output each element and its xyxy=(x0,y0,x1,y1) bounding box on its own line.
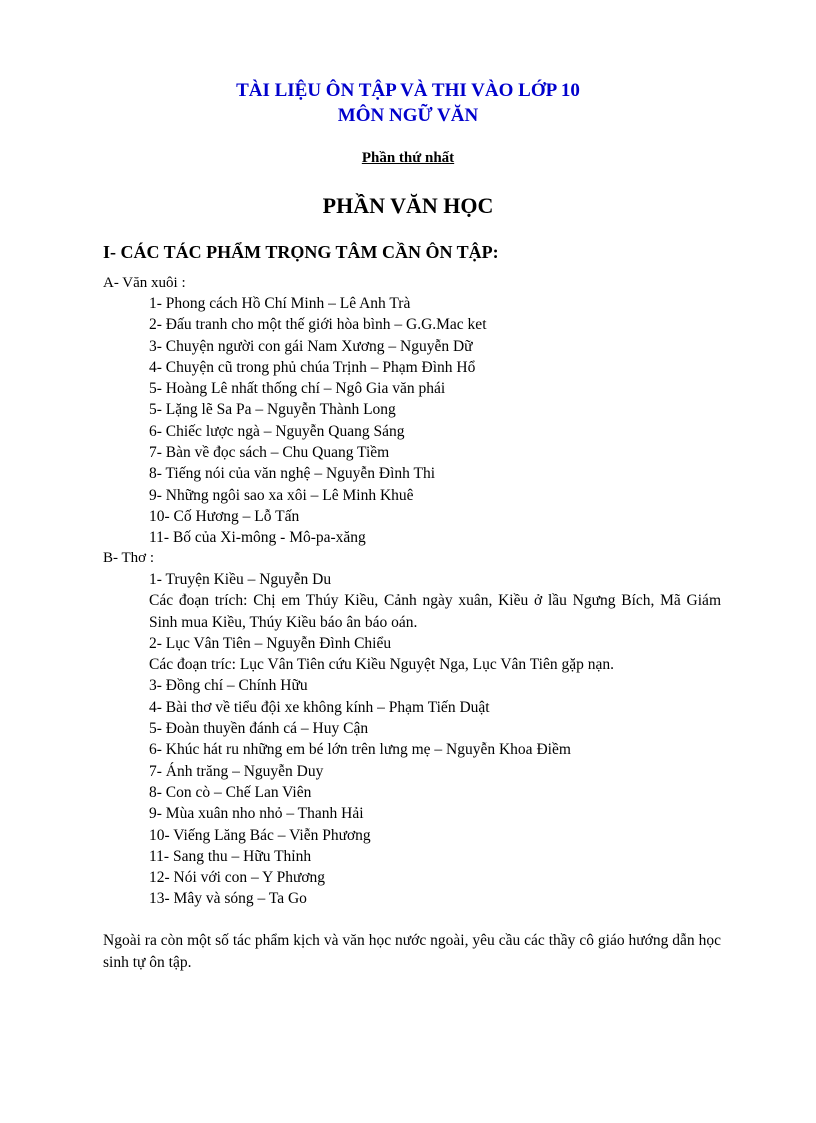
list-item: 9- Những ngôi sao xa xôi – Lê Minh Khuê xyxy=(149,486,414,504)
list-item: 4- Chuyện cũ trong phủ chúa Trịnh – Phạm Đình Hổ xyxy=(149,358,476,376)
list-item: 6- Khúc hát ru những em bé lớn trên lưng mẹ – Nguyễn Khoa Điềm xyxy=(149,741,571,759)
document-title-line1: TÀI LIỆU ÔN TẬP VÀ THI VÀO LỚP 10 xyxy=(236,80,580,101)
list-item: 1- Truyện Kiều – Nguyễn Du xyxy=(149,571,332,588)
list-item: 13- Mây và sóng – Ta Go xyxy=(149,890,307,908)
section-title: PHẦN VĂN HỌC xyxy=(322,193,494,218)
poetry-works-list xyxy=(149,569,721,910)
list-item: 4- Bài thơ về tiểu đội xe không kính – Phạm Tiến Duật xyxy=(149,698,490,716)
section-heading: I- CÁC TÁC PHẨM TRỌNG TÂM CẦN ÔN TẬP: xyxy=(103,242,499,262)
list-item: 5- Lặng lẽ Sa Pa – Nguyễn Thành Long xyxy=(149,401,396,419)
prose-works-list xyxy=(149,293,487,549)
list-item: 1- Phong cách Hồ Chí Minh – Lê Anh Trà xyxy=(149,295,411,312)
list-item: 9- Mùa xuân nho nhỏ – Thanh Hải xyxy=(149,805,364,823)
excerpt-note: Các đoạn trích: Chị em Thúy Kiều, Cảnh ngày xuân, Kiều ở lầu Ngưng Bích, Mã Giám Sinh mua Kiều, Thúy Kiều báo ân báo oán. xyxy=(149,592,721,631)
list-item: 5- Hoàng Lê nhất thống chí – Ngô Gia văn phái xyxy=(149,380,446,398)
list-item: 8- Tiếng nói của văn nghệ – Nguyễn Đình Thi xyxy=(149,465,436,483)
list-item: 5- Đoàn thuyền đánh cá – Huy Cận xyxy=(149,720,369,738)
closing-paragraph: Ngoài ra còn một số tác phẩm kịch và văn học nước ngoài, yêu cầu các thầy cô giáo hướng dẫn học sinh tự ôn tập. xyxy=(103,932,721,971)
excerpt-note: Các đoạn tríc: Lục Vân Tiên cứu Kiều Nguyệt Nga, Lục Vân Tiên gặp nạn. xyxy=(149,656,614,674)
list-item: 6- Chiếc lược ngà – Nguyễn Quang Sáng xyxy=(149,422,405,440)
list-item: 10- Viếng Lăng Bác – Viễn Phương xyxy=(149,826,371,844)
document-title-line2: MÔN NGỮ VĂN xyxy=(337,105,479,126)
list-item: 8- Con cò – Chế Lan Viên xyxy=(149,783,312,801)
list-item: 11- Sang thu – Hữu Thỉnh xyxy=(149,847,312,865)
poetry-group-label: B- Thơ : xyxy=(103,550,154,566)
list-item: 3- Đồng chí – Chính Hữu xyxy=(149,677,308,695)
list-item: 2- Đấu tranh cho một thế giới hòa bình – G.G.Mac ket xyxy=(149,316,487,334)
prose-group-label: A- Văn xuôi : xyxy=(103,275,186,291)
list-item: 7- Ánh trăng – Nguyễn Duy xyxy=(149,762,324,780)
list-item: 3- Chuyện người con gái Nam Xương – Nguyễn Dữ xyxy=(149,337,473,355)
list-item: 10- Cố Hương – Lỗ Tấn xyxy=(149,507,300,525)
list-item: 11- Bố của Xi-mông - Mô-pa-xăng xyxy=(149,529,366,547)
list-item: 7- Bàn về đọc sách – Chu Quang Tiềm xyxy=(149,444,390,462)
part-label: Phần thứ nhất xyxy=(361,150,455,166)
list-item: 2- Lục Vân Tiên – Nguyễn Đình Chiểu xyxy=(149,634,392,652)
list-item: 12- Nói với con – Y Phương xyxy=(149,869,326,887)
